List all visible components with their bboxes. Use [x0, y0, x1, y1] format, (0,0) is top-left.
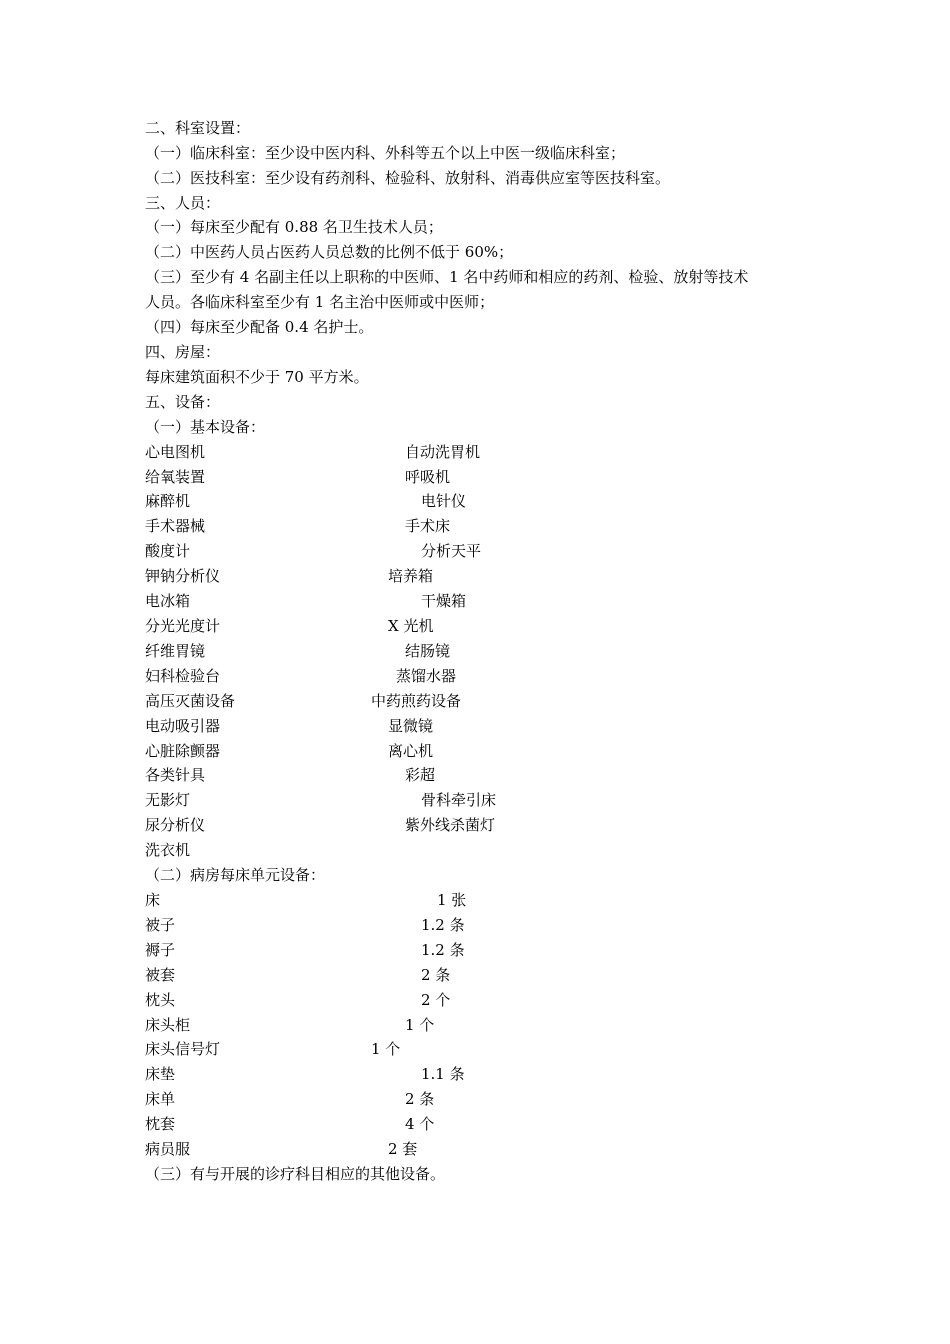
equipment-item: 手术床: [405, 517, 451, 535]
ward-item: 床头柜: [145, 1016, 191, 1034]
equipment-item: 彩超: [405, 766, 436, 784]
equipment-item: 钾钠分析仪: [145, 567, 221, 585]
equipment-item: 结肠镜: [405, 642, 451, 660]
equipment-item: 心电图机: [145, 443, 206, 461]
equipment-item: 紫外线杀菌灯: [405, 816, 496, 834]
equipment-item: 电动吸引器: [145, 717, 221, 735]
equipment-item: 电冰箱: [145, 592, 191, 610]
equipment-item: 电针仪: [421, 492, 467, 510]
ward-item-quantity: 1 个: [405, 1016, 435, 1034]
paragraph-staff-per-bed: （一）每床至少配有 0.88 名卫生技术人员；: [145, 218, 443, 236]
equipment-item: 干燥箱: [421, 592, 467, 610]
equipment-item: 妇科检验台: [145, 667, 221, 685]
equipment-item: 给氧装置: [145, 468, 206, 486]
equipment-item: 无影灯: [145, 791, 191, 809]
heading-department-setup: 二、科室设置：: [145, 119, 251, 137]
equipment-item: 分光光度计: [145, 617, 221, 635]
ward-item-quantity: 1.1 条: [421, 1065, 465, 1083]
paragraph-tcm-ratio: （二）中医药人员占医药人员总数的比例不低于 60%；: [145, 243, 514, 261]
ward-item: 床单: [145, 1090, 176, 1108]
paragraph-senior-staff-cont: 人员。各临床科室至少有 1 名主治中医师或中医师；: [145, 293, 495, 311]
ward-item: 枕头: [145, 991, 176, 1009]
equipment-item: 高压灭菌设备: [145, 692, 236, 710]
equipment-item: 骨科牵引床: [421, 791, 497, 809]
equipment-item: 显微镜: [388, 717, 434, 735]
paragraph-medical-tech-departments: （二）医技科室：至少设有药剂科、检验科、放射科、消毒供应室等医技科室。: [145, 169, 671, 187]
paragraph-nurses: （四）每床至少配备 0.4 名护士。: [145, 318, 374, 336]
paragraph-other-equipment: （三）有与开展的诊疗科目相应的其他设备。: [145, 1165, 446, 1183]
ward-item-quantity: 1 张: [437, 891, 467, 909]
ward-item-quantity: 1.2 条: [421, 941, 465, 959]
equipment-item: 纤维胃镜: [145, 642, 206, 660]
heading-ward-equipment: （二）病房每床单元设备：: [145, 866, 326, 884]
equipment-item: 尿分析仪: [145, 816, 206, 834]
ward-item-quantity: 1 个: [371, 1040, 401, 1058]
heading-equipment: 五、设备：: [145, 393, 221, 411]
equipment-item: X 光机: [388, 617, 434, 635]
equipment-item: 各类针具: [145, 766, 206, 784]
ward-item: 床: [145, 891, 161, 909]
heading-personnel: 三、人员：: [145, 194, 221, 212]
ward-item-quantity: 1.2 条: [421, 916, 465, 934]
ward-item-quantity: 2 个: [421, 991, 451, 1009]
paragraph-senior-staff: （三）至少有 4 名副主任以上职称的中医师、1 名中药师和相应的药剂、检验、放射等技术: [145, 268, 749, 286]
equipment-item: 离心机: [388, 742, 434, 760]
ward-item: 床头信号灯: [145, 1040, 221, 1058]
ward-item-quantity: 2 条: [405, 1090, 435, 1108]
equipment-item: 手术器械: [145, 517, 206, 535]
heading-basic-equipment: （一）基本设备：: [145, 418, 266, 436]
equipment-item: 心脏除颤器: [145, 742, 221, 760]
equipment-item: 培养箱: [388, 567, 434, 585]
ward-item-quantity: 2 条: [421, 966, 451, 984]
equipment-item: 呼吸机: [405, 468, 451, 486]
paragraph-floor-area: 每床建筑面积不少于 70 平方米。: [145, 368, 369, 386]
ward-item-quantity: 2 套: [388, 1140, 418, 1158]
ward-item: 枕套: [145, 1115, 176, 1133]
equipment-item: 酸度计: [145, 542, 191, 560]
ward-item: 被套: [145, 966, 176, 984]
heading-buildings: 四、房屋：: [145, 343, 221, 361]
equipment-item: 自动洗胃机: [405, 443, 481, 461]
equipment-item: 分析天平: [421, 542, 482, 560]
equipment-item: 洗衣机: [145, 841, 191, 859]
ward-item: 被子: [145, 916, 176, 934]
ward-item: 病员服: [145, 1140, 191, 1158]
ward-item: 床垫: [145, 1065, 176, 1083]
equipment-item: 蒸馏水器: [396, 667, 457, 685]
paragraph-clinical-departments: （一）临床科室：至少设中医内科、外科等五个以上中医一级临床科室；: [145, 144, 626, 162]
ward-item: 褥子: [145, 941, 176, 959]
equipment-item: 中药煎药设备: [371, 692, 462, 710]
ward-item-quantity: 4 个: [405, 1115, 435, 1133]
equipment-item: 麻醉机: [145, 492, 191, 510]
